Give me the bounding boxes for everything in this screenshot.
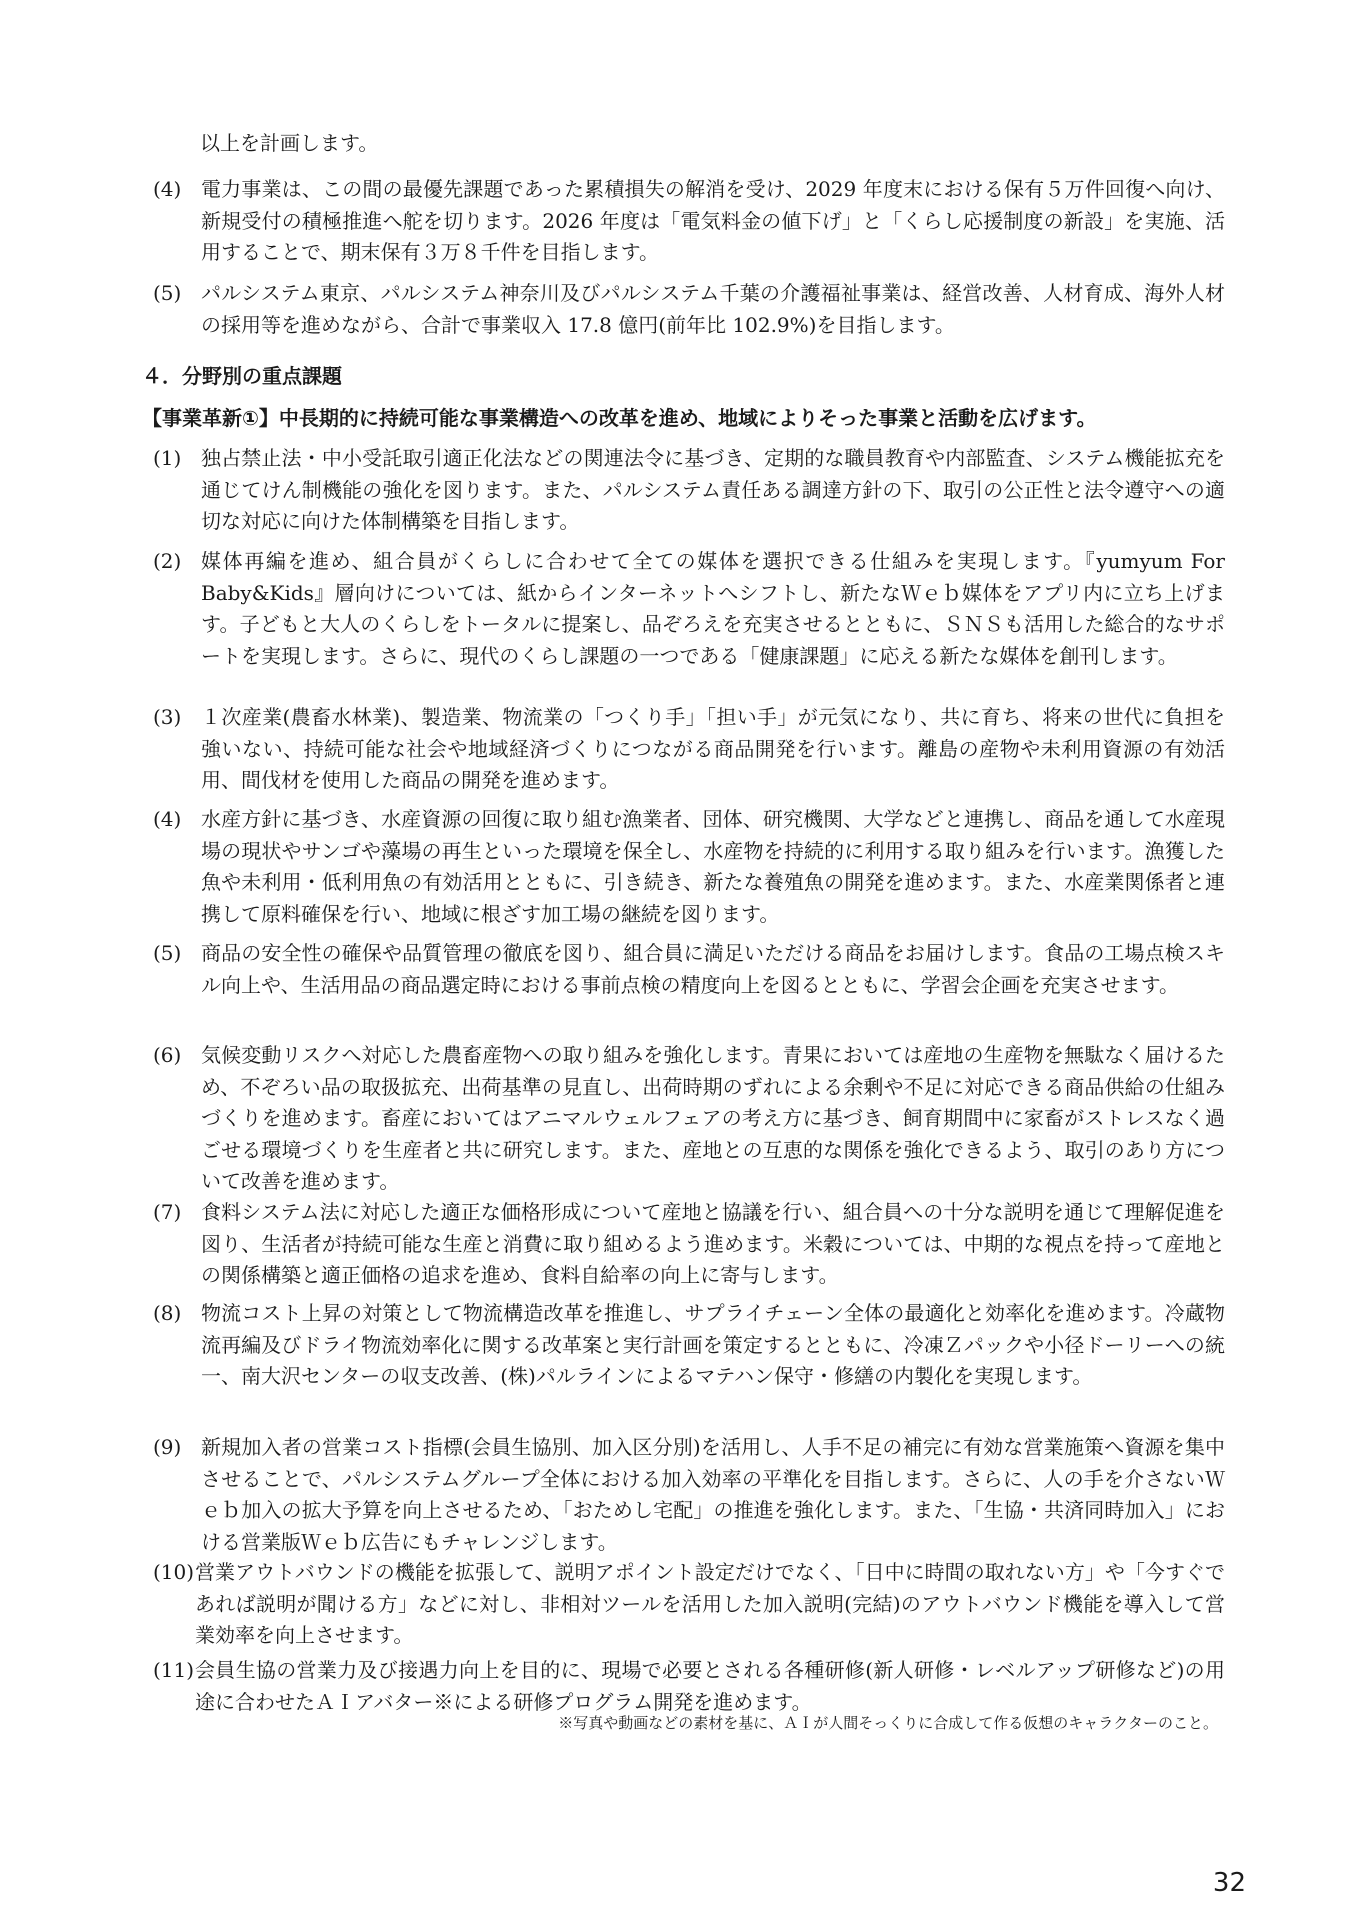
list-item xyxy=(153,1557,1225,1652)
theme-heading: 【事業革新①】中長期的に持続可能な事業構造への改革を進め、地域によりそった事業と活動を広げます。 xyxy=(142,406,1097,430)
item-text: 営業アウトバウンドの機能を拡張して、説明アポイント設定だけでなく、「日中に時間の取れない方」や「今すぐであれば説明が聞ける方」などに対し、非相対ツールを活用した加入説明(完結)のアウトバウンド機能を導入して営業効率を向上させます。 xyxy=(195,1560,1225,1647)
list-item xyxy=(153,443,1225,538)
item-number: (7) xyxy=(153,1200,182,1224)
item-number: (5) xyxy=(153,941,182,965)
list-item xyxy=(153,1298,1225,1393)
item-text: 水産方針に基づき、水産資源の回復に取り組む漁業者、団体、研究機関、大学などと連携し、商品を通して水産現場の現状やサンゴや藻場の再生といった環境を保全し、水産物を持続的に利用する取り組みを行います。漁獲した魚や未利用・低利用魚の有効活用とともに、引き続き、新たな養殖魚の開発を進めます。また、水産業関係者と連携して原料確保を行い、地域に根ざす加工場の継続を図ります。 xyxy=(201,807,1225,926)
item-text: 電力事業は、この間の最優先課題であった累積損失の解消を受け、2029 年度末における保有５万件回復へ向け、新規受付の積極推進へ舵を切ります。2026 年度は「電気料金の値下げ」と「くらし応援制度の新設」を実施、活用することで、期末保有３万８千件を目指します。 xyxy=(201,177,1225,264)
item-number: (4) xyxy=(153,177,182,201)
list-item xyxy=(153,938,1225,1001)
continuation-text: 以上を計画します。 xyxy=(200,131,379,155)
item-number: (2) xyxy=(153,549,182,573)
item-number: (8) xyxy=(153,1301,182,1325)
list-item xyxy=(153,804,1225,930)
footnote: ※写真や動画などの素材を基に、ＡＩが人間そっくりに合成して作る仮想のキャラクターのこと。 xyxy=(558,1714,1218,1732)
item-number: (6) xyxy=(153,1043,182,1067)
item-number: (5) xyxy=(153,281,182,305)
item-text: 物流コスト上昇の対策として物流構造改革を推進し、サプライチェーン全体の最適化と効率化を進めます。冷蔵物流再編及びドライ物流効率化に関する改革案と実行計画を策定するとともに、冷凍Ｚパックや小径ドーリーへの統一、南大沢センターの収支改善、(株)パルラインによるマテハン保守・修繕の内製化を実現します。 xyxy=(201,1301,1225,1388)
item-text: １次産業(農畜水林業)、製造業、物流業の「つくり手」「担い手」が元気になり、共に育ち、将来の世代に負担を強いない、持続可能な社会や地域経済づくりにつながる商品開発を行います。離島の産物や未利用資源の有効活用、間伐材を使用した商品の開発を進めます。 xyxy=(201,705,1225,792)
item-text: 新規加入者の営業コスト指標(会員生協別、加入区分別)を活用し、人手不足の補完に有効な営業施策へ資源を集中させることで、パルシステムグループ全体における加入効率の平準化を目指します。さらに、人の手を介さないＷｅｂ加入の拡大予算を向上させるため、「おためし宅配」の推進を強化します。また、「生協・共済同時加入」における営業版Ｗｅｂ広告にもチャレンジします。 xyxy=(201,1435,1225,1554)
item-number: (9) xyxy=(153,1435,182,1459)
item-text: 商品の安全性の確保や品質管理の徹底を図り、組合員に満足いただける商品をお届けします。食品の工場点検スキル向上や、生活用品の商品選定時における事前点検の精度向上を図るとともに、学習会企画を充実させます。 xyxy=(201,941,1225,997)
item-number: (11) xyxy=(153,1658,195,1682)
list-item xyxy=(153,1432,1225,1558)
item-text: 気候変動リスクへ対応した農畜産物への取り組みを強化します。青果においては産地の生産物を無駄なく届けるため、不ぞろい品の取扱拡充、出荷基準の見直し、出荷時期のずれによる余剰や不足に対応できる商品供給の仕組みづくりを進めます。畜産においてはアニマルウェルフェアの考え方に基づき、飼育期間中に家畜がストレスなく過ごせる環境づくりを生産者と共に研究します。また、産地との互恵的な関係を強化できるよう、取引のあり方について改善を進めます。 xyxy=(201,1043,1225,1193)
item-number: (10) xyxy=(153,1560,195,1584)
item-number: (3) xyxy=(153,705,182,729)
item-number: (4) xyxy=(153,807,182,831)
item-text: 独占禁止法・中小受託取引適正化法などの関連法令に基づき、定期的な職員教育や内部監査、システム機能拡充を通じてけん制機能の強化を図ります。また、パルシステム責任ある調達方針の下、取引の公正性と法令遵守への適切な対応に向けた体制構築を目指します。 xyxy=(201,446,1225,533)
list-item xyxy=(153,1040,1225,1198)
item-number: (1) xyxy=(153,446,182,470)
list-item xyxy=(153,702,1225,797)
list-item xyxy=(153,1197,1225,1292)
list-item xyxy=(153,546,1225,672)
list-item xyxy=(153,1655,1225,1718)
page-number: 32 xyxy=(1212,1868,1246,1898)
item-text: 食料システム法に対応した適正な価格形成について産地と協議を行い、組合員への十分な説明を通じて理解促進を図り、生活者が持続可能な生産と消費に取り組めるよう進めます。米穀については、中期的な視点を持って産地との関係構築と適正価格の追求を進め、食料自給率の向上に寄与します。 xyxy=(201,1200,1225,1287)
section-heading: ４．分野別の重点課題 xyxy=(142,364,342,388)
list-item xyxy=(153,278,1225,341)
item-text: 会員生協の営業力及び接遇力向上を目的に、現場で必要とされる各種研修(新人研修・レベルアップ研修など)の用途に合わせたＡＩアバター※による研修プログラム開発を進めます。 xyxy=(195,1658,1225,1714)
item-text: パルシステム東京、パルシステム神奈川及びパルシステム千葉の介護福祉事業は、経営改善、人材育成、海外人材の採用等を進めながら、合計で事業収入 17.8 億円(前年比 102.9%)を目指します。 xyxy=(201,281,1225,337)
list-item xyxy=(153,174,1225,269)
item-text: 媒体再編を進め、組合員がくらしに合わせて全ての媒体を選択できる仕組みを実現します。『yumyum For Baby&Kids』層向けについては、紙からインターネットへシフトし、新たなＷｅｂ媒体をアプリ内に立ち上げます。子どもと大人のくらしをトータルに提案し、品ぞろえを充実させるとともに、ＳＮＳも活用した総合的なサポートを実現します。さらに、現代のくらし課題の一つである「健康課題」に応える新たな媒体を創刊します。 xyxy=(201,549,1225,668)
